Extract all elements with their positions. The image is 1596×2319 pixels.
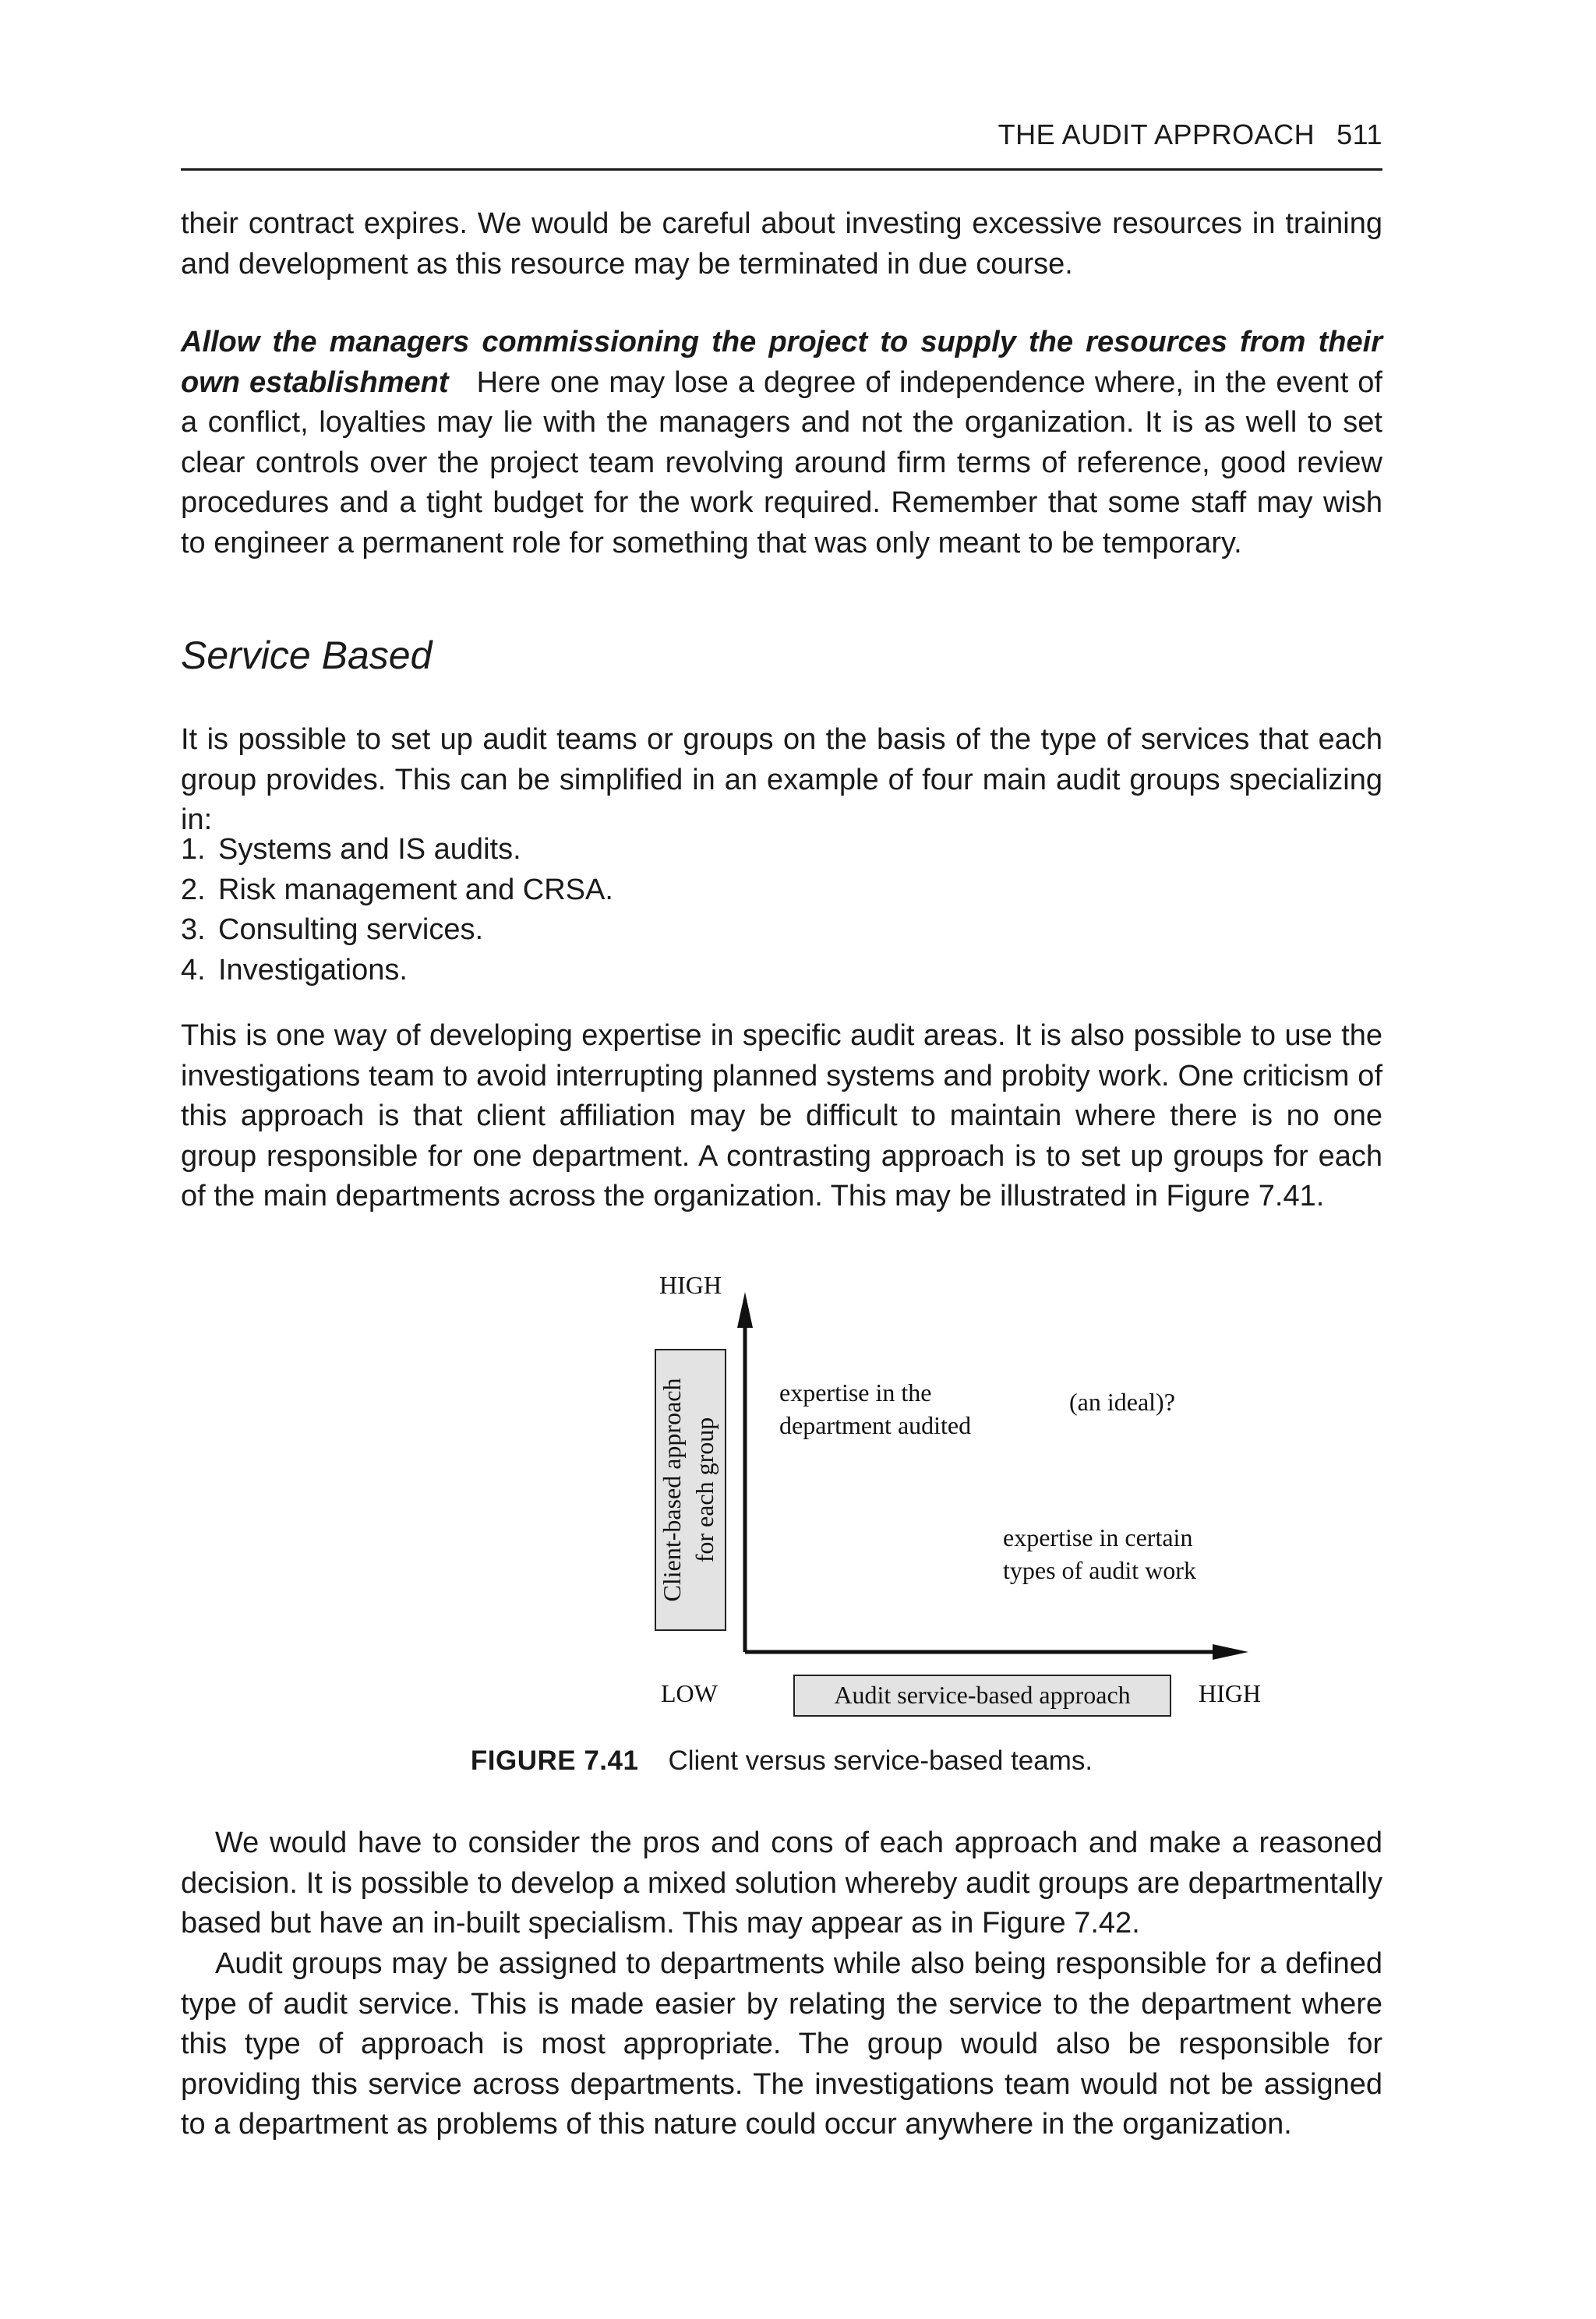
list-item: 2. Risk management and CRSA.	[181, 873, 613, 906]
y-axis-arrowhead	[737, 1292, 753, 1328]
figure-caption	[181, 1745, 1382, 1777]
x-axis-label: Audit service-based approach	[834, 1681, 1131, 1709]
paragraph-expertise: This is one way of developing expertise in specific audit areas. It is also possible to use the investigations team to avoid interrupting planned systems and probity work. One criticism of this approach is that client affiliation may be difficult to maintain where there is no one group responsible for one department. A contrasting approach is to set up groups for each of the main departments across the organization. This may be illustrated in Figure 7.41.	[181, 1019, 1382, 1212]
paragraph-service-intro: It is possible to set up audit teams or groups on the basis of the type of services that each group provides. This can be simplified in an example of four main audit groups specializing in:	[181, 723, 1382, 836]
numbered-list	[181, 830, 613, 990]
y-axis-label: Client-based approach for each group	[658, 1378, 719, 1602]
figure-diagram	[460, 1262, 1278, 1730]
section-title: Service Based	[181, 634, 433, 677]
figure-caption-text: Client versus service-based teams.	[668, 1745, 1093, 1776]
figure-7-41	[460, 1262, 1278, 1808]
paragraph-audit-groups: Audit groups may be assigned to departments while also being responsible for a defined type of audit service. This is made easier by relating the service to the department where this type of approach is most appropriate. The group would also be responsible for providing this service across departments. The investigations team would not be assigned to a department as problems of this nature could occur anywhere in the organization.	[181, 1947, 1382, 2141]
y-axis-high-label: HIGH	[659, 1271, 722, 1299]
x-axis-low-label: LOW	[661, 1679, 718, 1707]
list-item: 3. Consulting services.	[181, 913, 484, 946]
quadrant-top-right-label: (an ideal)?	[1069, 1388, 1175, 1416]
quadrant-bottom-right-label: expertise in certain types of audit work	[1003, 1523, 1196, 1584]
running-header-title: THE AUDIT APPROACH	[998, 118, 1315, 150]
page-number: 511	[1336, 118, 1382, 150]
paragraph-contract-expires: their contract expires. We would be careful about investing excessive resources in training and development as this resource may be terminated in due course.	[181, 207, 1382, 281]
paragraph-allow-managers	[181, 323, 1382, 563]
x-axis-high-label: HIGH	[1199, 1679, 1261, 1707]
list-item: 4. Investigations.	[181, 953, 408, 987]
paragraph-body: Here one may lose a degree of independence where, in the event of a conflict, loyalties may lie with the managers and not the organization. It is as well to set clear controls over the project team revolving around firm terms of reference, good review procedures and a tight budget for the work required. Remember that some staff may wish to engineer a permanent role for something that was only meant to be temporary.	[181, 365, 1382, 559]
paragraph-lead-in: Allow the managers commissioning the project to supply the resources from their own establishment	[181, 326, 1382, 399]
header-rule	[181, 168, 1382, 171]
figure-caption-label: FIGURE 7.41	[470, 1745, 639, 1776]
list-item: 1. Systems and IS audits.	[181, 833, 521, 866]
paragraph-pros-cons: We would have to consider the pros and cons of each approach and make a reasoned decision. It is possible to develop a mixed solution whereby audit groups are departmentally based but have an in-built specialism. This may appear as in Figure 7.42.	[181, 1827, 1382, 1940]
running-header	[998, 118, 1382, 151]
quadrant-top-left-label: expertise in the department audited	[779, 1378, 972, 1439]
x-axis-arrowhead	[1213, 1644, 1248, 1660]
